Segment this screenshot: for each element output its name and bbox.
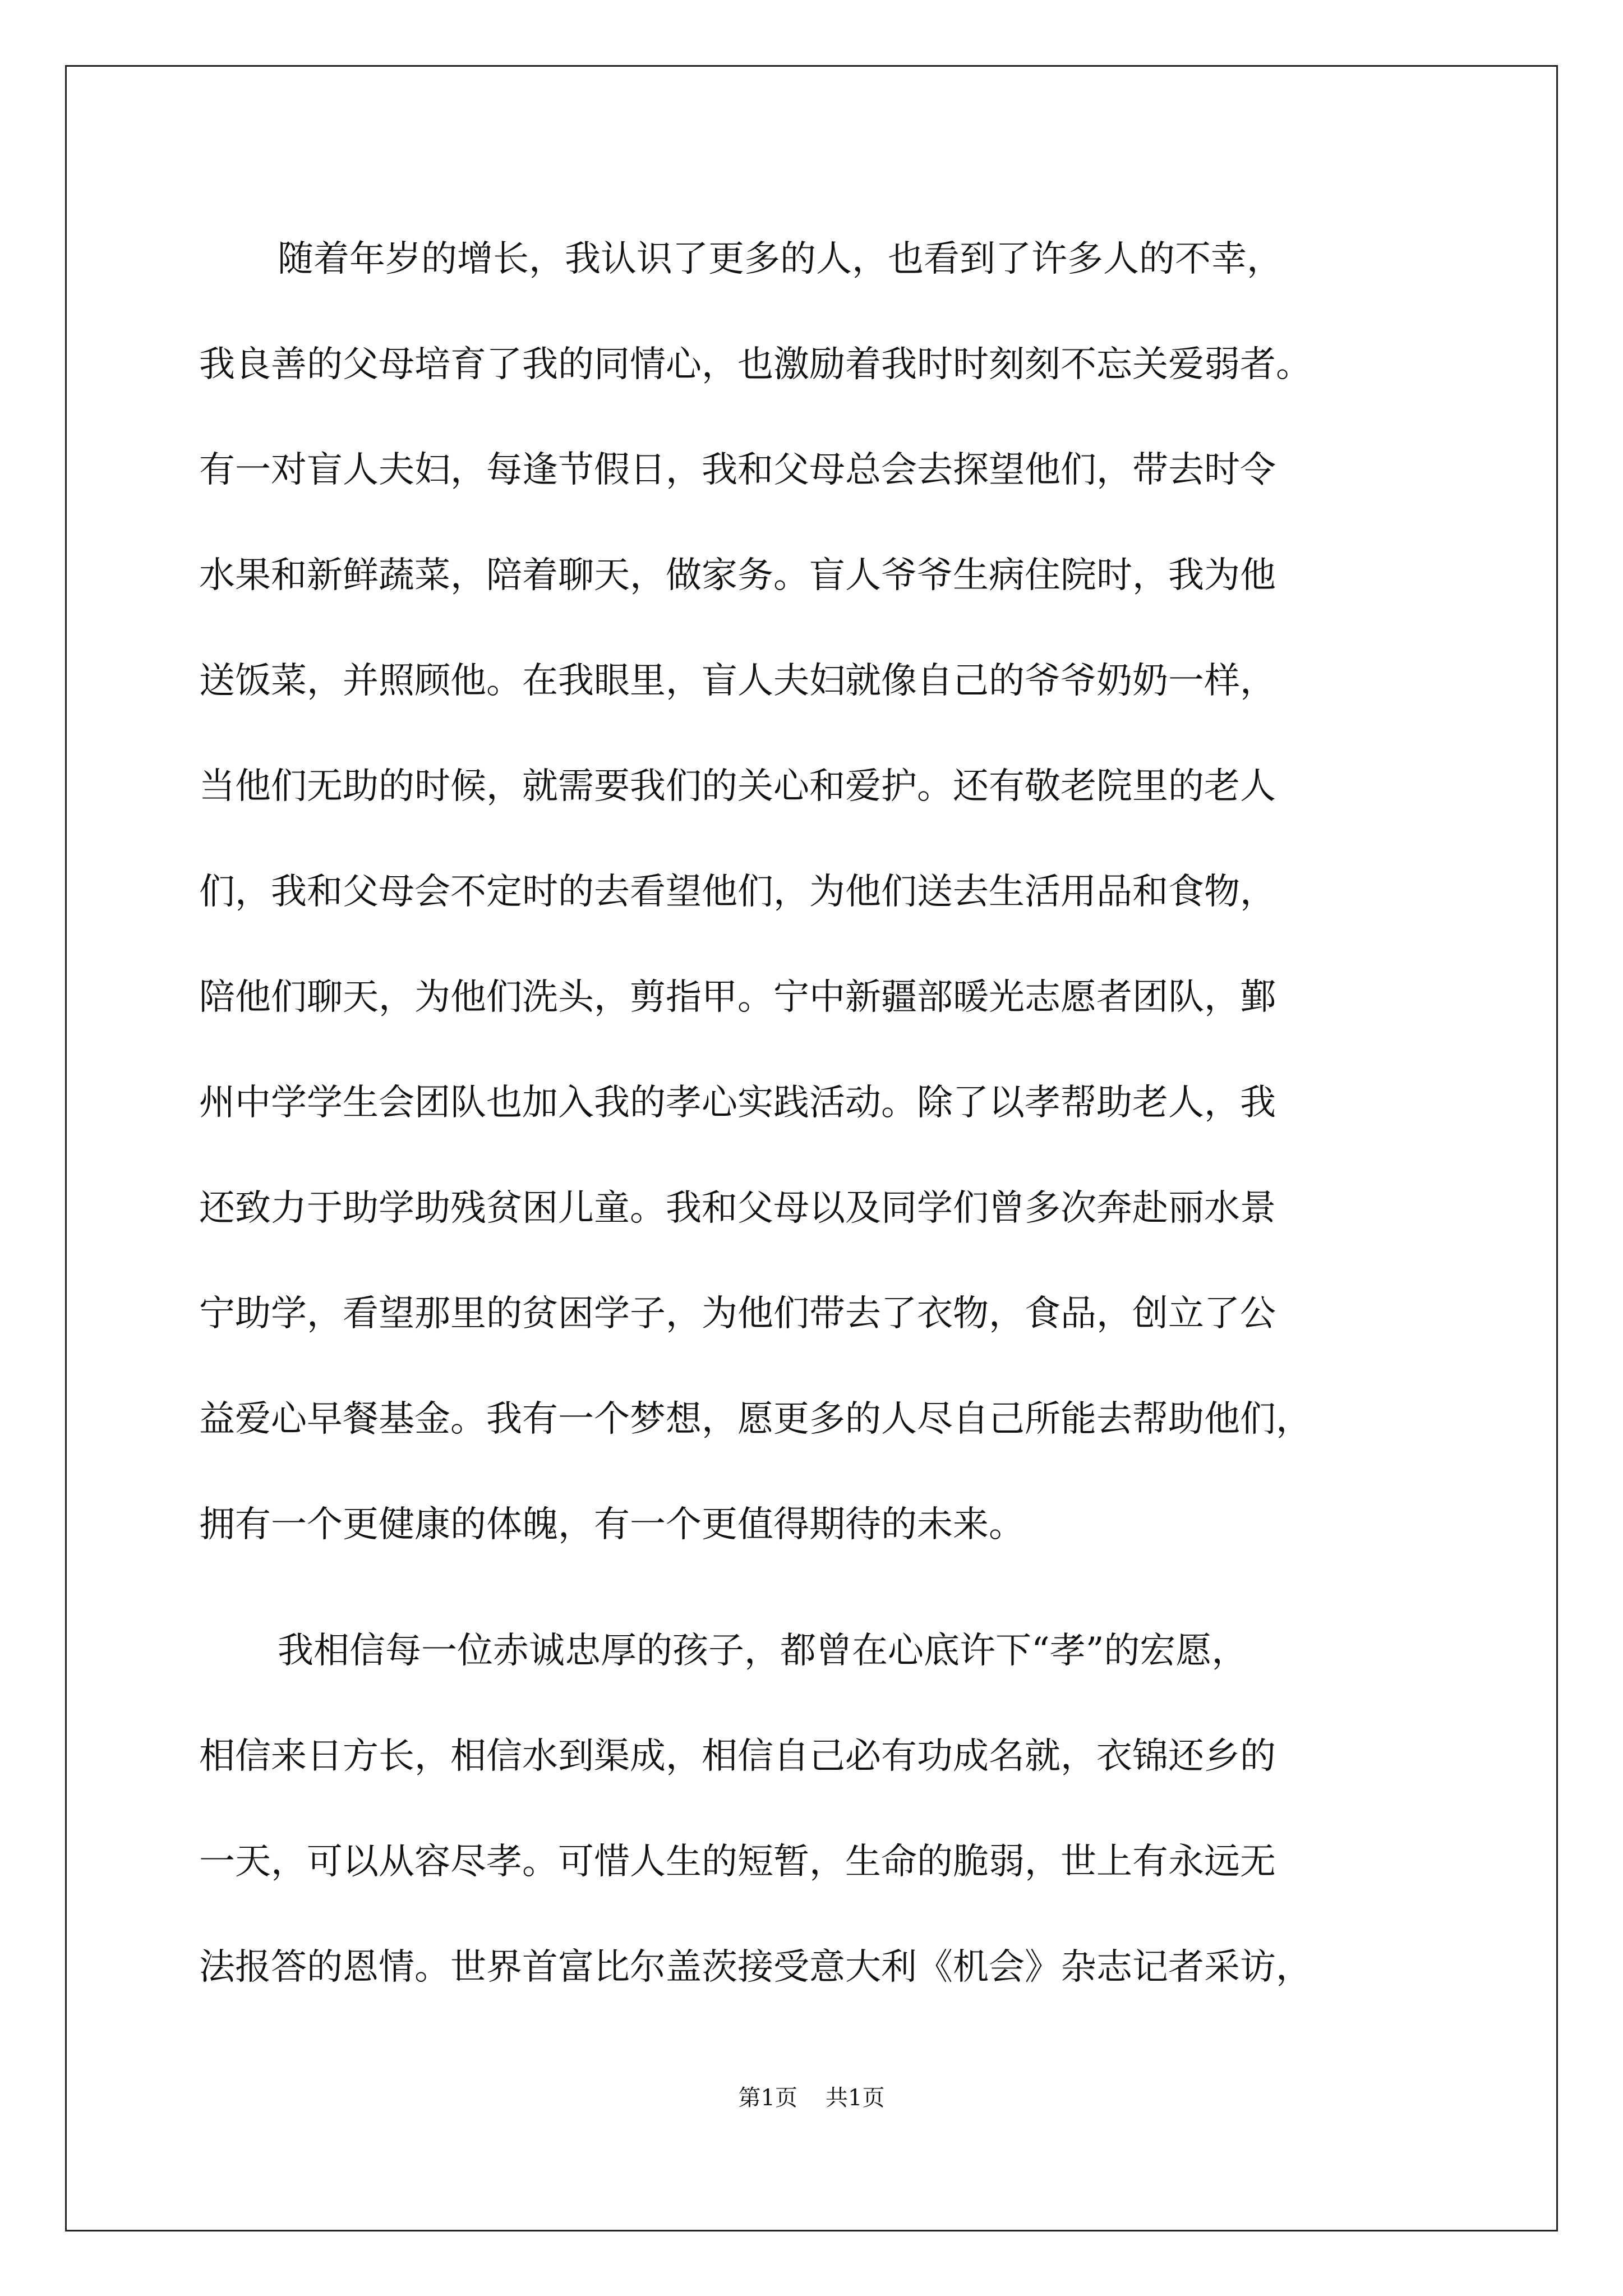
text-line: 有一对盲人夫妇，每逢节假日，我和父母总会去探望他们，带去时令 <box>199 449 1276 491</box>
page-total: 共1页 <box>826 2085 885 2111</box>
text-line: 我相信每一位赤诚忠厚的孩子，都曾在心底许下“孝”的宏愿， <box>278 1630 1248 1672</box>
document-body <box>199 206 1433 2020</box>
text-line: 宁助学，看望那里的贫困学子，为他们带去了衣物，食品，创立了公 <box>199 1293 1276 1335</box>
page-footer <box>0 2084 1623 2112</box>
text-line: 法报答的恩情。世界首富比尔盖茨接受意大利《机会》杂志记者采访， <box>199 1947 1312 1988</box>
text-line: 州中学学生会团队也加入我的孝心实践活动。除了以孝帮助老人，我 <box>199 1082 1276 1124</box>
text-line: 拥有一个更健康的体魄，有一个更值得期待的未来。 <box>199 1504 1025 1545</box>
text-line: 我良善的父母培育了我的同情心，也激励着我时时刻刻不忘关爱弱者。 <box>199 344 1312 385</box>
text-line: 相信来日方长，相信水到渠成，相信自己必有功成名就，衣锦还乡的 <box>199 1736 1276 1777</box>
text-line: 当他们无助的时候，就需要我们的关心和爱护。还有敬老院里的老人 <box>199 766 1276 807</box>
paragraph-gap <box>199 1577 1433 1598</box>
text-line: 一天，可以从容尽孝。可惜人生的短暂，生命的脆弱，世上有永远无 <box>199 1841 1276 1883</box>
text-line: 随着年岁的增长，我认识了更多的人，也看到了许多人的不幸， <box>278 238 1283 280</box>
page-number: 第1页 <box>738 2085 797 2111</box>
text-line: 水果和新鲜蔬菜，陪着聊天，做家务。盲人爷爷生病住院时，我为他 <box>199 555 1276 596</box>
text-line: 们，我和父母会不定时的去看望他们，为他们送去生活用品和食物， <box>199 871 1276 913</box>
text-line: 益爱心早餐基金。我有一个梦想，愿更多的人尽自己所能去帮助他们， <box>199 1398 1312 1440</box>
text-line: 陪他们聊天，为他们洗头，剪指甲。宁中新疆部暖光志愿者团队，鄞 <box>199 977 1276 1018</box>
text-line: 还致力于助学助残贫困儿童。我和父母以及同学们曾多次奔赴丽水景 <box>199 1188 1276 1229</box>
text-line: 送饭菜，并照顾他。在我眼里，盲人夫妇就像自己的爷爷奶奶一样， <box>199 660 1276 702</box>
